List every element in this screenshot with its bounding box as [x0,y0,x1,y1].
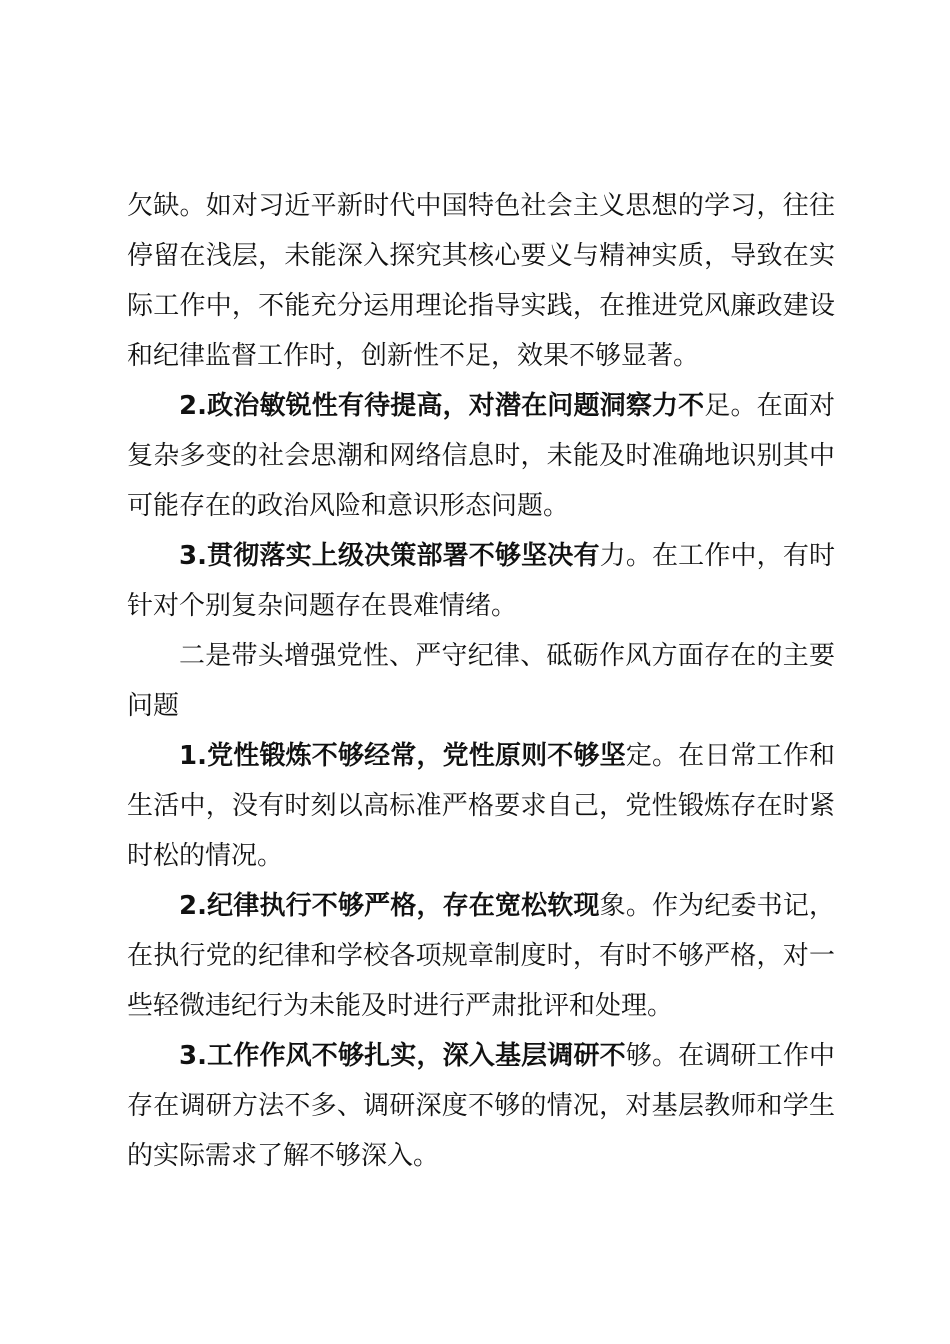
paragraph-discipline [127,881,835,1031]
paragraph-party-training [127,731,835,881]
paragraph-political-sensitivity [127,381,835,531]
paragraph-heading: 2.政治敏锐性有待提高，对潜在问题洞察力不 [179,391,705,421]
paragraph-text: 力。在工作中，有时针对个别复杂问题存在畏难情绪。 [127,541,835,621]
paragraph-text: 足。在面对复杂多变的社会思潮和网络信息时，未能及时准确地识别其中可能存在的政治风险和意识形态问题。 [127,391,835,521]
paragraph-work-style [127,1031,835,1181]
paragraph-text: 定。在日常工作和生活中，没有时刻以高标准严格要求自己，党性锻炼存在时紧时松的情况。 [127,741,835,871]
paragraph-text: 欠缺。如对习近平新时代中国特色社会主义思想的学习，往往停留在浅层，未能深入探究其核心要义与精神实质，导致在实际工作中，不能充分运用理论指导实践，在推进党风廉政建设和纪律监督工作时，创新性不足，效果不够显著。 [127,191,835,371]
paragraph-heading: 1.党性锻炼不够经常，党性原则不够坚 [179,741,626,771]
document-page [127,181,835,1181]
paragraph-text: 够。在调研工作中存在调研方法不多、调研深度不够的情况，对基层教师和学生的实际需求了解不够深入。 [127,1041,835,1171]
paragraph-text: 象。作为纪委书记，在执行党的纪律和学校各项规章制度时，有时不够严格，对一些轻微违纪行为未能及时进行严肃批评和处理。 [127,891,835,1021]
section-heading-party-spirit [127,631,835,731]
section-heading-text: 二是带头增强党性、严守纪律、砥砺作风方面存在的主要问题 [127,641,835,721]
paragraph-heading: 3.贯彻落实上级决策部署不够坚决有 [179,541,600,571]
paragraph-continuation [127,181,835,381]
paragraph-implementation [127,531,835,631]
paragraph-heading: 3.工作作风不够扎实，深入基层调研不 [179,1041,626,1071]
paragraph-heading: 2.纪律执行不够严格，存在宽松软现 [179,891,600,921]
